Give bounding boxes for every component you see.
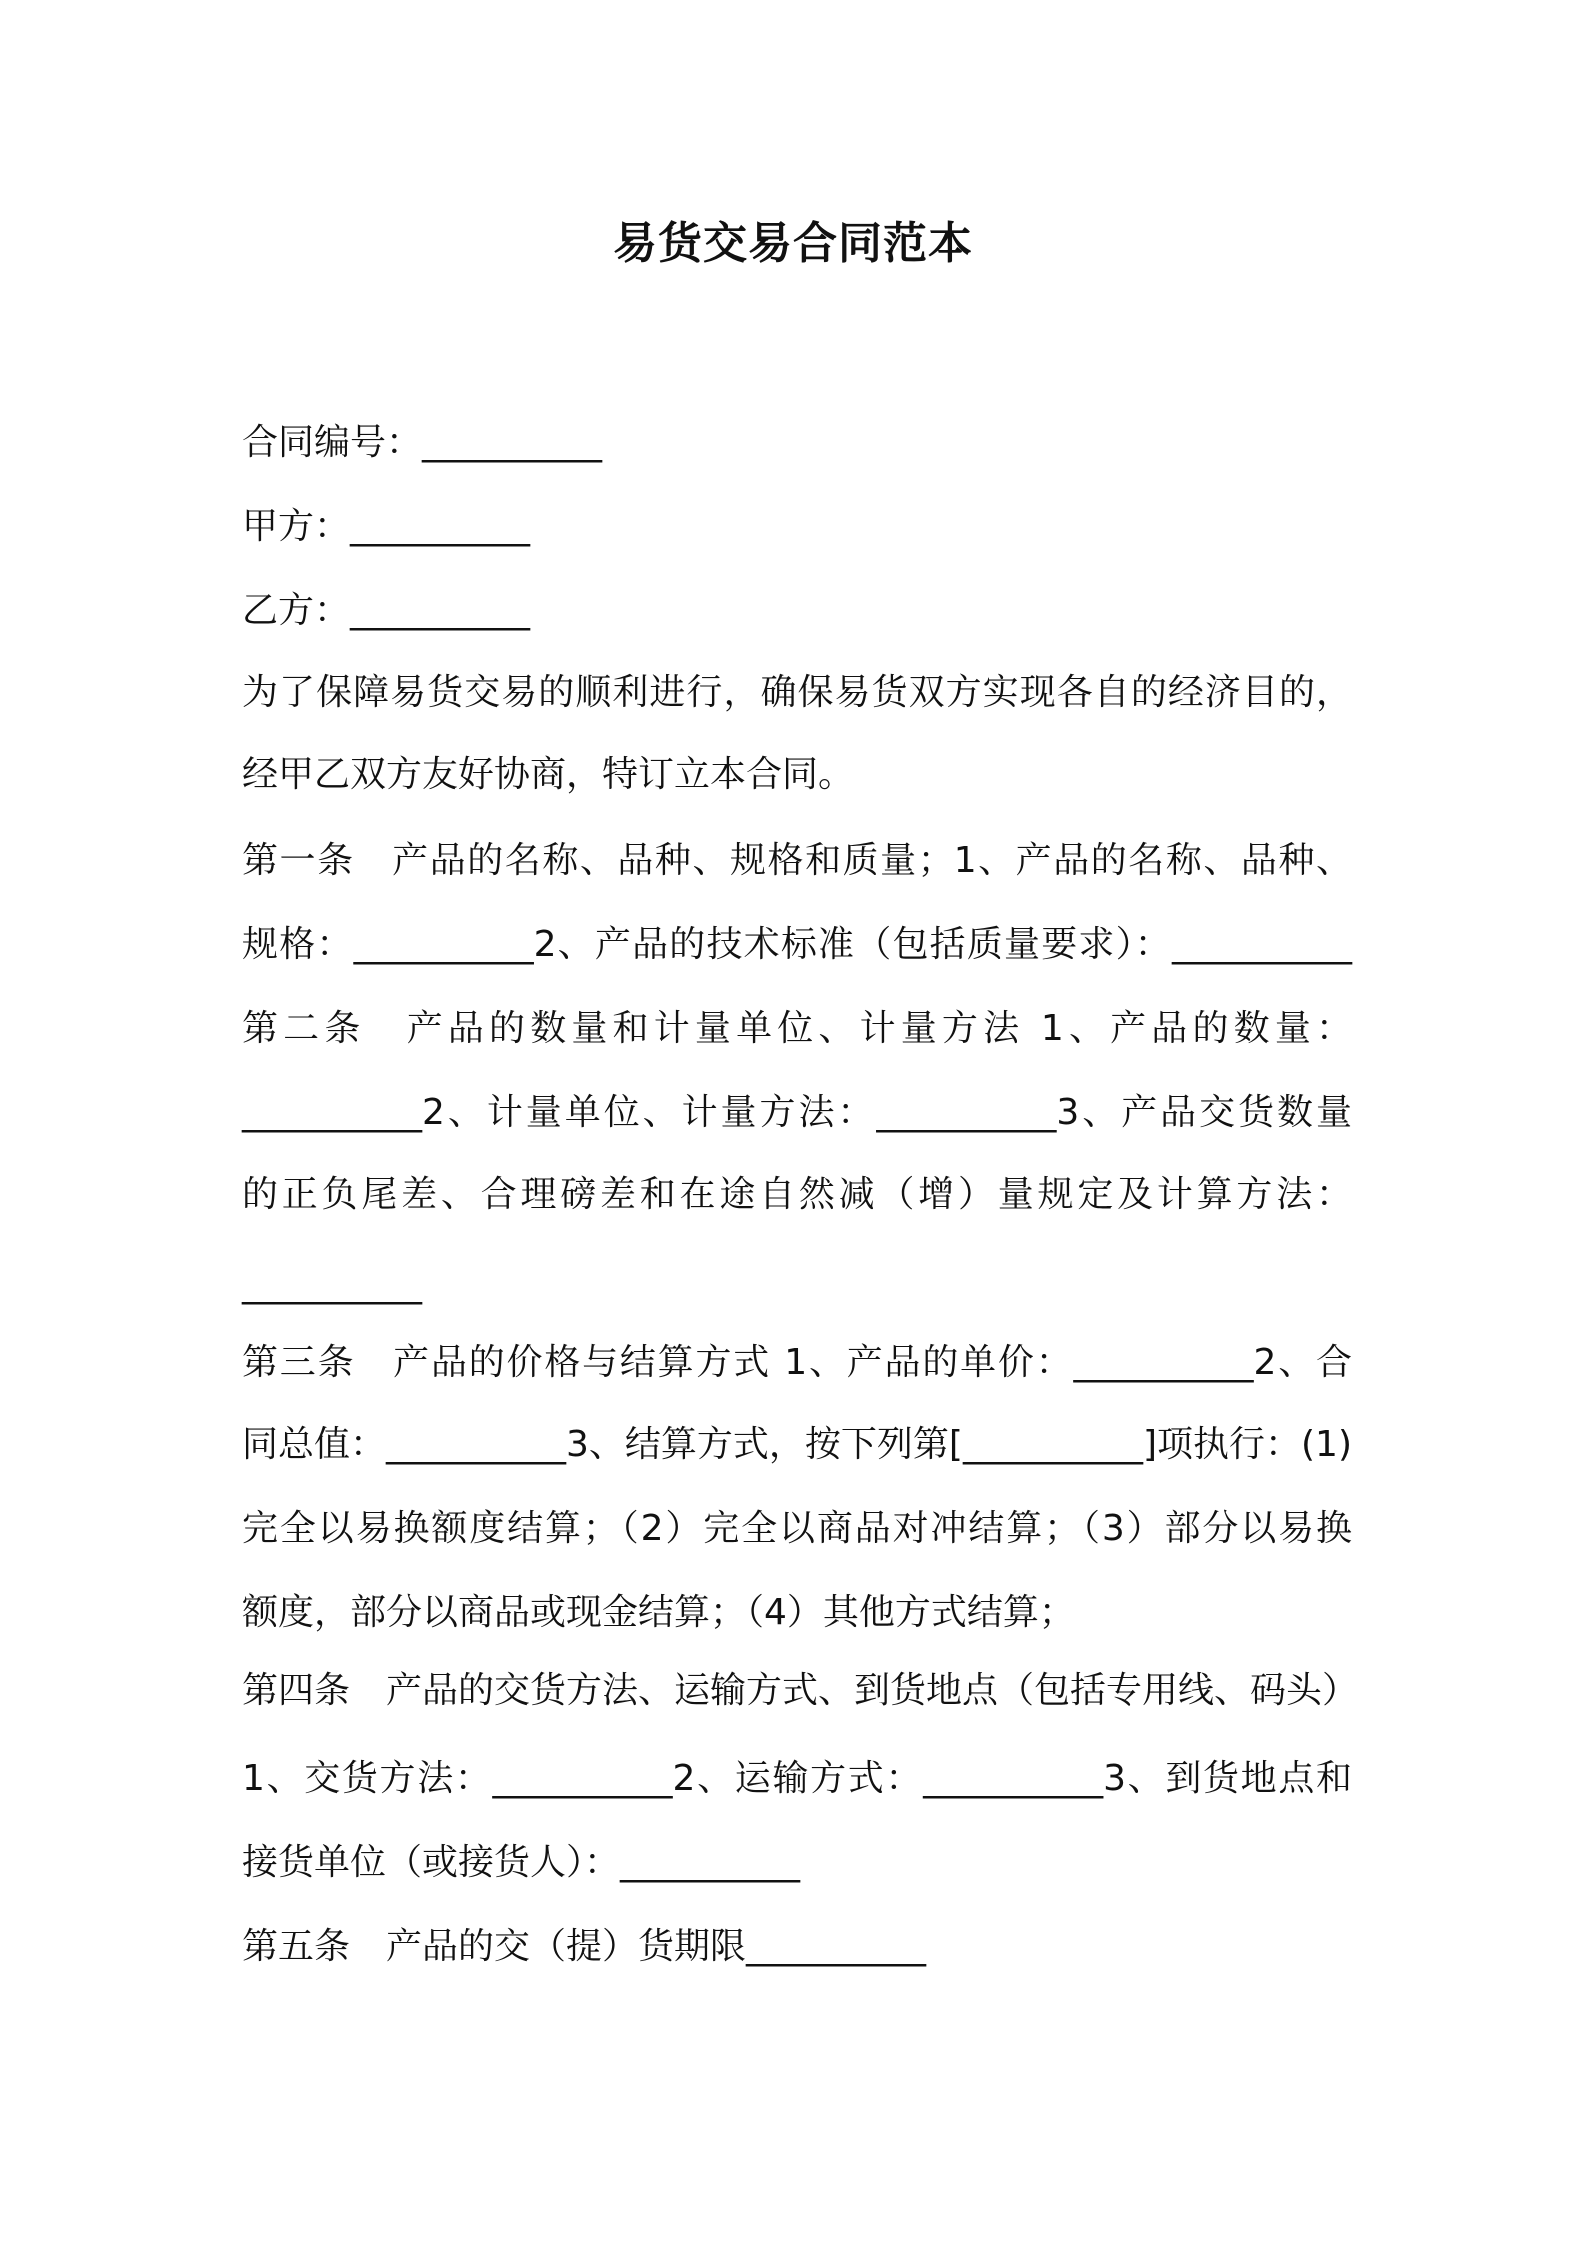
party-a-line: 甲方：__________ [242,506,531,547]
preamble-line-2: 经甲乙双方友好协商，特订立本合同。 [242,754,855,795]
article-4-line-3: 接货单位（或接货人）：__________ [242,1842,801,1883]
article-1-line-2: 规格：__________2、产品的技术标准（包括质量要求）：__________ [242,924,1352,965]
article-3-line-4: 额度，部分以商品或现金结算；（4）其他方式结算； [242,1592,1075,1633]
article-2-line-2: __________2、计量单位、计量方法：__________3、产品交货数量 [242,1092,1352,1133]
article-3-line-2: 同总值：__________3、结算方式，按下列第[__________]项执行：(1) [242,1424,1352,1465]
article-2-line-1: 第二条 产品的数量和计量单位、计量方法 1、产品的数量： [242,1008,1352,1049]
party-b-line: 乙方：__________ [242,590,531,631]
document-title: 易货交易合同范本 [613,218,973,269]
article-5-line-1: 第五条 产品的交（提）货期限__________ [242,1926,927,1967]
contract-number-line: 合同编号：__________ [242,422,603,463]
article-2-line-3: 的正负尾差、合理磅差和在途自然减（增）量规定及计算方法： [242,1174,1352,1215]
article-2-line-4: __________ [242,1264,422,1305]
article-3-line-3: 完全以易换额度结算；（2）完全以商品对冲结算；（3）部分以易换 [242,1508,1352,1549]
article-4-line-1: 第四条 产品的交货方法、运输方式、到货地点（包括专用线、码头） [242,1670,1359,1711]
article-4-line-2: 1、交货方法：__________2、运输方式：__________3、到货地点和 [242,1758,1352,1799]
article-1-line-1: 第一条 产品的名称、品种、规格和质量；1、产品的名称、品种、 [242,840,1352,881]
article-3-line-1: 第三条 产品的价格与结算方式 1、产品的单价：__________2、合 [242,1342,1352,1383]
preamble-line-1: 为了保障易货交易的顺利进行，确保易货双方实现各自的经济目的， [242,672,1352,713]
